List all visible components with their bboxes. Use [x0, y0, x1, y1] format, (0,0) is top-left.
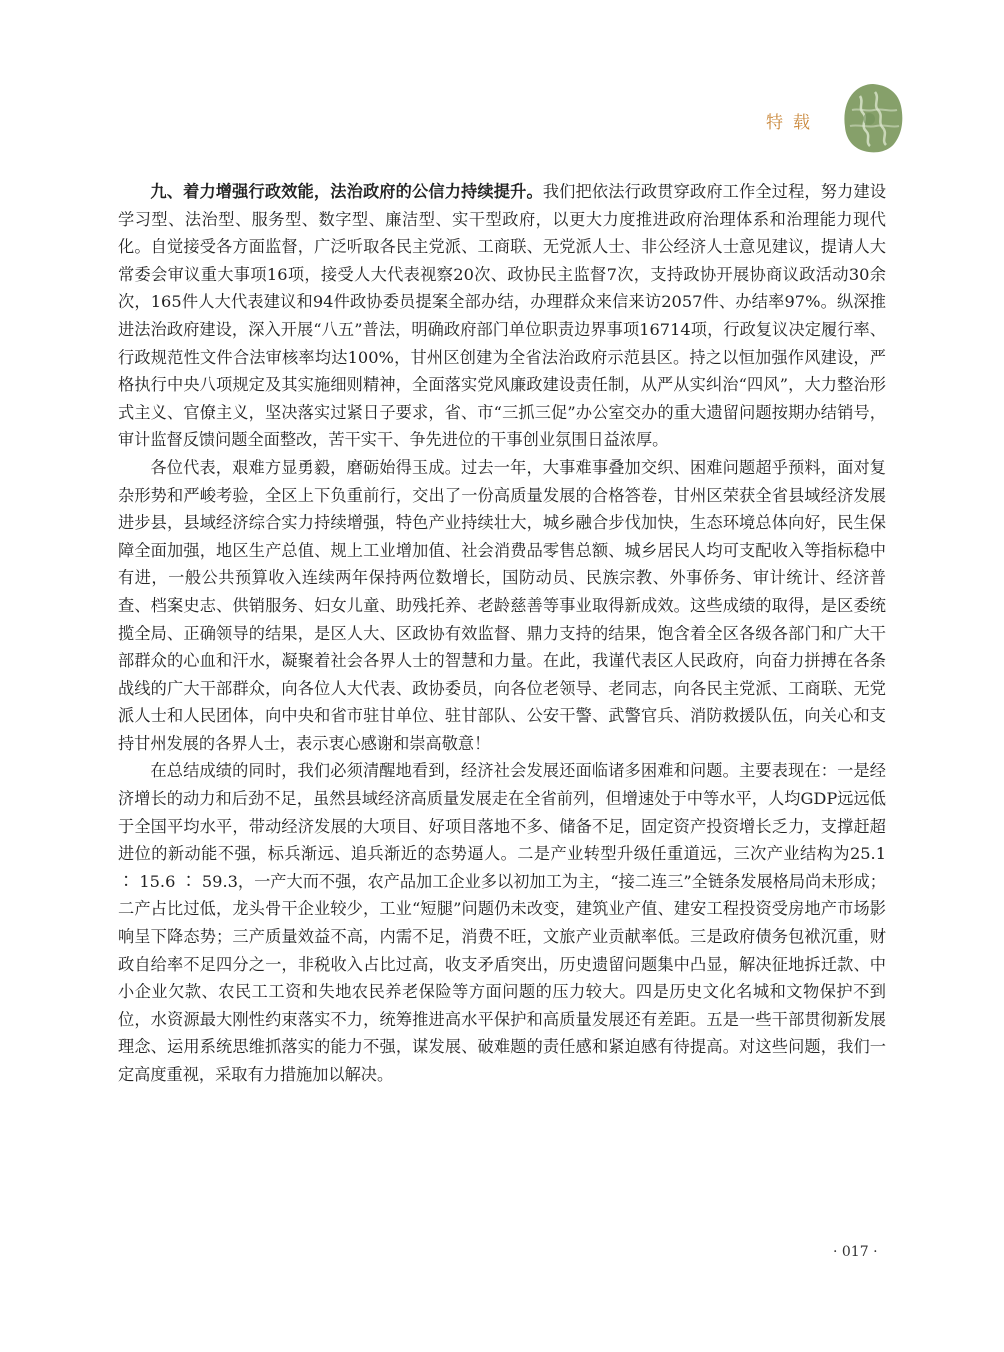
paragraph-1: [118, 178, 886, 454]
paragraph-1-text: 我们把依法行政贯穿政府工作全过程，努力建设学习型、法治型、服务型、数字型、廉洁型、实干型政府，以更大力度推进政府治理体系和治理能力现代化。自觉接受各方面监督，广泛听取各民主党派、工商联、无党派人士、非公经济人士意见建议，提请人大常委会审议重大事项16项，接受人大代表视察20次、政协民主监督7次，支持政协开展协商议政活动30余次，165件人大代表建议和94件政协委员提案全部办结，办理群众来信来访2057件、办结率97%。纵深推进法治政府建设，深入开展“八五”普法，明确政府部门单位职责边界事项16714项，行政复议决定履行率、行政规范性文件合法审核率均达100%，甘州区创建为全省法治政府示范县区。持之以恒加强作风建设，严格执行中央八项规定及其实施细则精神，全面落实党风廉政建设责任制，从严从实纠治“四风”，大力整治形式主义、官僚主义，坚决落实过紧日子要求，省、市“三抓三促”办公室交办的重大遗留问题按期办结销号，审计监督反馈问题全面整改，苦干实干、争先进位的干事创业氛围日益浓厚。: [118, 182, 887, 450]
page-number: · 017 ·: [833, 1244, 878, 1260]
section-label: 特载: [766, 113, 820, 133]
paragraph-2-text: 各位代表，艰难方显勇毅，磨砺始得玉成。过去一年，大事难事叠加交织、困难问题超乎预料，面对复杂形势和严峻考验，全区上下负重前行，交出了一份高质量发展的合格答卷，甘州区荣获全省县域经济发展进步县，县域经济综合实力持续增强，特色产业持续壮大，城乡融合步伐加快，生态环境总体向好，民生保障全面加强，地区生产总值、规上工业增加值、社会消费品零售总额、城乡居民人均可支配收入等指标稳中有进，一般公共预算收入连续两年保持两位数增长，国防动员、民族宗教、外事侨务、审计统计、经济普查、档案史志、供销服务、妇女儿童、助残托养、老龄慈善等事业取得新成效。这些成绩的取得，是区委统揽全局、正确领导的结果，是区人大、区政协有效监督、鼎力支持的结果，饱含着全区各级各部门和广大干部群众的心血和汗水，凝聚着社会各界人士的智慧和力量。在此，我谨代表区人民政府，向奋力拼搏在各条战线的广大干部群众，向各位人大代表、政协委员，向各位老领导、老同志，向各民主党派、工商联、无党派人士和人民团体，向中央和省市驻甘单位、驻甘部队、公安干警、武警官兵、消防救援队伍，向关心和支持甘州发展的各界人士，表示衷心感谢和崇高敬意！: [118, 457, 886, 753]
paragraph-3-text: 在总结成绩的同时，我们必须清醒地看到，经济社会发展还面临诸多困难和问题。主要表现在：一是经济增长的动力和后劲不足，虽然县域经济高质量发展走在全省前列，但增速处于中等水平，人均GDP远远低于全国平均水平，带动经济发展的大项目、好项目落地不多、储备不足，固定资产投资增长乏力，支撑赶超进位的新动能不强，标兵渐远、追兵渐近的态势逼人。二是产业转型升级任重道远，三次产业结构为25.1 ∶ 15.6 ∶ 59.3，一产大而不强，农产品加工企业多以初加工为主，“接二连三”全链条发展格局尚未形成；二产占比过低，龙头骨干企业较少，工业“短腿”问题仍未改变，建筑业产值、建安工程投资受房地产市场影响呈下降态势；三产质量效益不高，内需不足，消费不旺，文旅产业贡献率低。三是政府债务包袱沉重，财政自给率不足四分之一，非税收入占比过高，收支矛盾突出，历史遗留问题集中凸显，解决征地拆迁款、中小企业欠款、农民工工资和失地农民养老保险等方面问题的压力较大。四是历史文化名城和文物保护不到位，水资源最大刚性约束落实不力，统筹推进高水平保护和高质量发展还有差距。五是一些干部贯彻新发展理念、运用系统思维抓落实的能力不强，谋发展、破难题的责任感和紧迫感有待提高。对这些问题，我们一定高度重视，采取有力措施加以解决。: [118, 761, 886, 1084]
paragraph-2: [118, 454, 886, 758]
seal-icon: [842, 82, 904, 154]
section-heading: 九、着力增强行政效能，法治政府的公信力持续提升。: [150, 182, 543, 201]
paragraph-3: [118, 757, 886, 1088]
document-body: [118, 178, 886, 1089]
